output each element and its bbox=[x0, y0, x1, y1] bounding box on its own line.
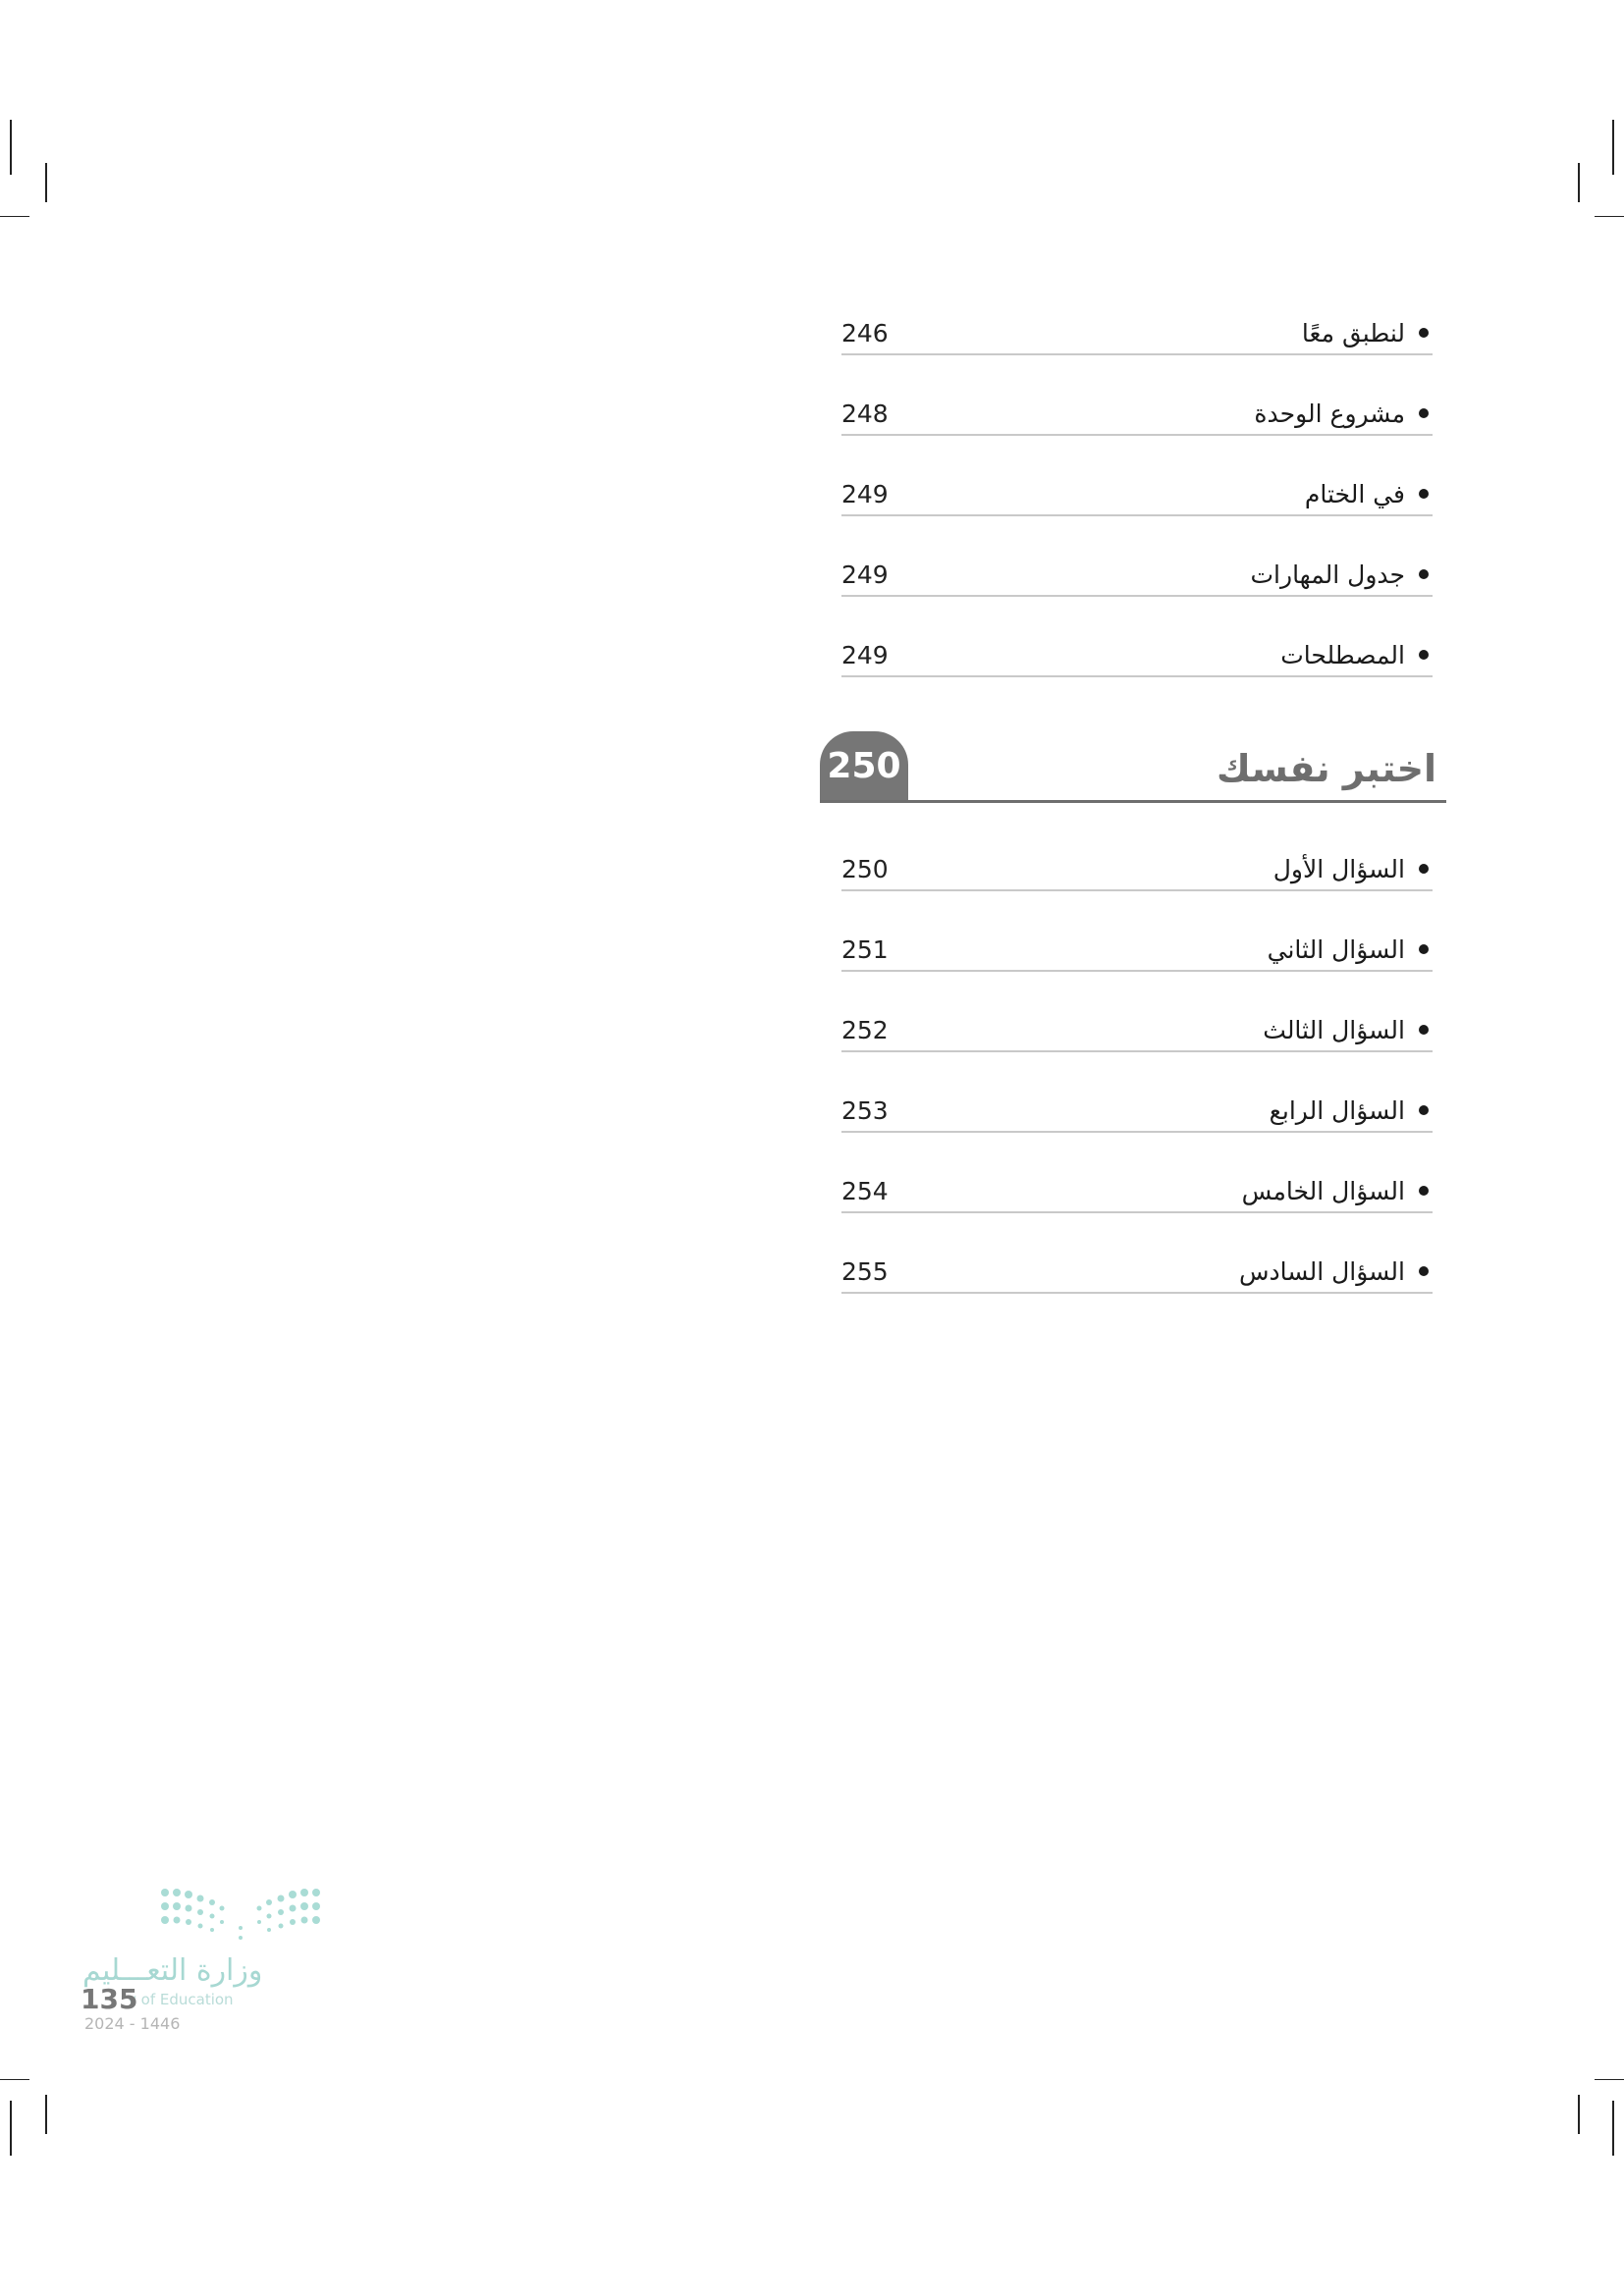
toc-row[interactable] bbox=[841, 355, 1433, 436]
toc-page-number: 251 bbox=[841, 935, 889, 964]
toc-row[interactable] bbox=[841, 972, 1433, 1052]
toc-page-number: 246 bbox=[841, 319, 889, 347]
toc-page-number: 254 bbox=[841, 1177, 889, 1205]
toc-row[interactable] bbox=[841, 1052, 1433, 1133]
toc-label: السؤال الثالث bbox=[1263, 1016, 1405, 1044]
section-title: اختبر نفسك bbox=[1217, 747, 1436, 790]
toc-row[interactable] bbox=[841, 1213, 1433, 1294]
toc-label: السؤال الرابع bbox=[1269, 1096, 1405, 1125]
section-heading[interactable] bbox=[820, 730, 1446, 803]
crop-mark bbox=[45, 163, 47, 202]
toc-label: لنطبق معًا bbox=[1301, 319, 1405, 347]
toc-row[interactable] bbox=[841, 891, 1433, 972]
toc-label: السؤال الخامس bbox=[1241, 1177, 1405, 1205]
toc-label: جدول المهارات bbox=[1250, 561, 1405, 589]
toc-page-number: 255 bbox=[841, 1257, 889, 1286]
crop-mark bbox=[1595, 216, 1624, 217]
bullet-icon bbox=[1419, 864, 1429, 874]
page-number: 135 bbox=[81, 1983, 138, 2015]
crop-mark bbox=[1578, 2095, 1580, 2134]
toc-page-number: 249 bbox=[841, 641, 889, 669]
crop-mark bbox=[0, 2079, 29, 2080]
section-page-badge: 250 bbox=[820, 731, 908, 800]
edition-year: 2024 - 1446 bbox=[84, 2014, 181, 2033]
bullet-icon bbox=[1419, 569, 1429, 579]
bullet-icon bbox=[1419, 489, 1429, 499]
toc-label: السؤال الأول bbox=[1272, 855, 1405, 883]
bullet-icon bbox=[1419, 328, 1429, 338]
crop-mark bbox=[10, 120, 12, 175]
bullet-icon bbox=[1419, 1186, 1429, 1196]
toc-row[interactable] bbox=[841, 275, 1433, 355]
bullet-icon bbox=[1419, 1105, 1429, 1115]
toc-row[interactable] bbox=[841, 516, 1433, 597]
toc-page-number: 248 bbox=[841, 400, 889, 428]
crop-mark bbox=[45, 2095, 47, 2134]
bullet-icon bbox=[1419, 1266, 1429, 1276]
toc-row[interactable] bbox=[841, 436, 1433, 516]
toc-page-number: 252 bbox=[841, 1016, 889, 1044]
crop-mark bbox=[1612, 2101, 1614, 2156]
toc-row[interactable] bbox=[841, 1133, 1433, 1213]
toc-label: السؤال السادس bbox=[1239, 1257, 1405, 1286]
toc-row[interactable] bbox=[841, 811, 1433, 891]
crop-mark bbox=[0, 216, 29, 217]
ministry-name-arabic: وزارة التعـــليم bbox=[82, 1953, 263, 1988]
crop-mark bbox=[1612, 120, 1614, 175]
bullet-icon bbox=[1419, 1025, 1429, 1035]
toc-page-number: 249 bbox=[841, 480, 889, 508]
crop-mark bbox=[1578, 163, 1580, 202]
toc-page-number: 250 bbox=[841, 855, 889, 883]
crop-mark bbox=[1595, 2079, 1624, 2080]
bullet-icon bbox=[1419, 944, 1429, 954]
bullet-icon bbox=[1419, 650, 1429, 660]
bullet-icon bbox=[1419, 408, 1429, 418]
crop-mark bbox=[10, 2101, 12, 2156]
ministry-logo-icon bbox=[157, 1885, 324, 1946]
ministry-name-english: y of Education bbox=[128, 1991, 234, 2008]
toc-page-number: 249 bbox=[841, 561, 889, 589]
toc-label: مشروع الوحدة bbox=[1254, 400, 1405, 428]
toc-row[interactable] bbox=[841, 597, 1433, 677]
toc-label: السؤال الثاني bbox=[1267, 935, 1405, 964]
toc-label: المصطلحات bbox=[1280, 641, 1405, 669]
toc-page-number: 253 bbox=[841, 1096, 889, 1125]
toc-label: في الختام bbox=[1304, 480, 1405, 508]
